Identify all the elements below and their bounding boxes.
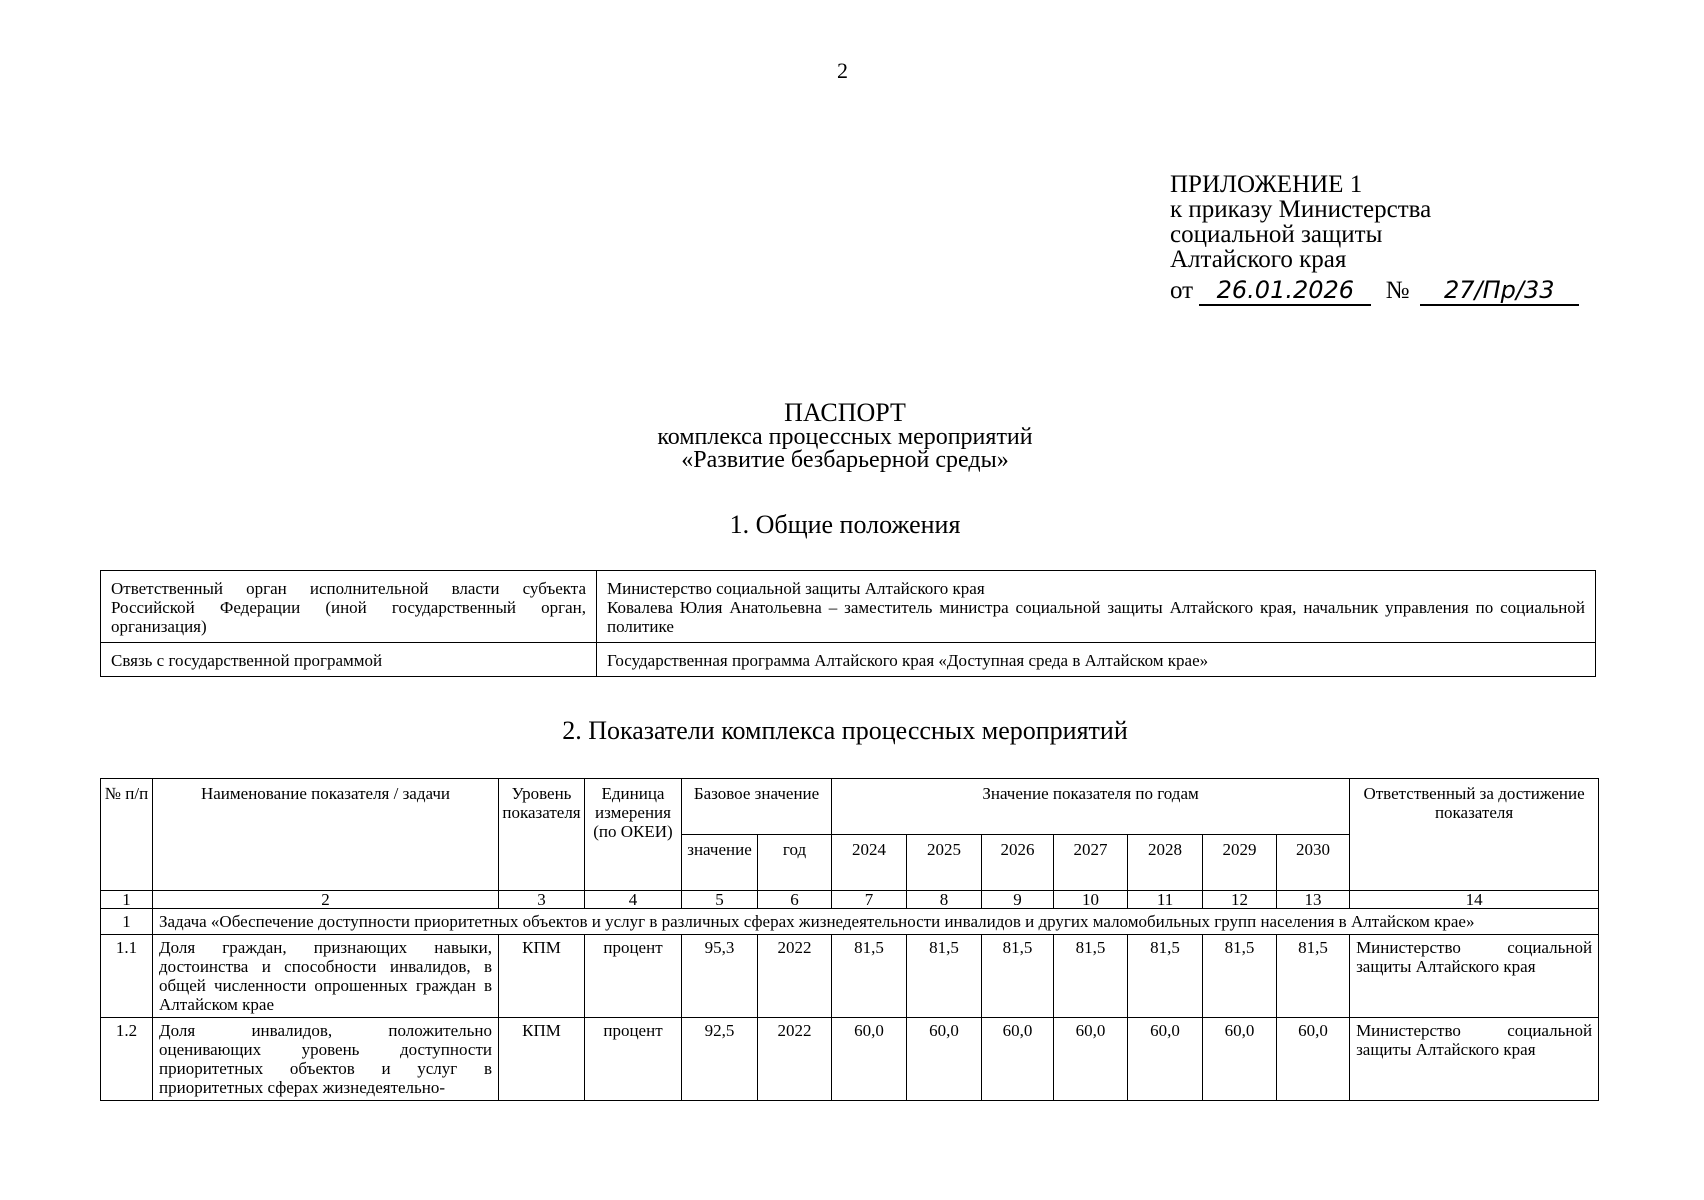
header-level: Уровень показателя [499, 779, 585, 891]
base-value: 95,3 [682, 935, 758, 1018]
value-2024: 81,5 [832, 935, 907, 1018]
indicator-name: Доля граждан, признающих навыки, достоинства и способности инвалидов, в общей численности опрошенных граждан в Алтайском крае [153, 935, 499, 1018]
curator-name: Ковалева Юлия Анатольевна – заместитель министра социальной защиты Алтайского края, начальник управления по социальной политике [607, 598, 1585, 636]
base-year: 2022 [758, 935, 832, 1018]
appendix-line-2: социальной защиты [1170, 221, 1383, 248]
column-number: 11 [1128, 891, 1203, 909]
responsible-body-value [597, 571, 1596, 643]
header-name: Наименование показателя / задачи [153, 779, 499, 891]
base-year: 2022 [758, 1018, 832, 1101]
value-2028: 60,0 [1128, 1018, 1203, 1101]
value-2030: 60,0 [1277, 1018, 1350, 1101]
table-row [101, 643, 1596, 677]
passport-subtitle-1: комплекса процессных мероприятий [657, 424, 1033, 450]
task-text: Задача «Обеспечение доступности приоритетных объектов и услуг в различных сферах жизнедеятельности инвалидов и других маломобильных групп населения в Алтайском крае» [153, 909, 1599, 935]
value-2027: 60,0 [1054, 1018, 1128, 1101]
base-value: 92,5 [682, 1018, 758, 1101]
column-number: 12 [1203, 891, 1277, 909]
responsible-party: Министерство социальной защиты Алтайского края [1350, 1018, 1599, 1101]
header-years-group: Значение показателя по годам [832, 779, 1350, 835]
header-year-2029: 2029 [1203, 835, 1277, 891]
row-num: 1.1 [101, 935, 153, 1018]
column-number: 6 [758, 891, 832, 909]
column-number: 5 [682, 891, 758, 909]
table-row [101, 1018, 1599, 1101]
header-responsible: Ответственный за достижение показателя [1350, 779, 1599, 891]
column-numbers-row [101, 891, 1599, 909]
indicator-unit: процент [585, 935, 682, 1018]
column-number: 9 [982, 891, 1054, 909]
value-2029: 81,5 [1203, 935, 1277, 1018]
passport-subtitle-2: «Развитие безбарьерной среды» [681, 447, 1009, 473]
header-year-2030: 2030 [1277, 835, 1350, 891]
header-year-2028: 2028 [1128, 835, 1203, 891]
appendix-line-3: Алтайского края [1170, 246, 1347, 273]
appendix-title: ПРИЛОЖЕНИЕ 1 [1170, 171, 1363, 198]
value-2024: 60,0 [832, 1018, 907, 1101]
column-number: 10 [1054, 891, 1128, 909]
from-label: от [1170, 277, 1194, 304]
order-line [1170, 276, 1579, 306]
page-number: 2 [837, 58, 848, 83]
value-2026: 81,5 [982, 935, 1054, 1018]
value-2025: 81,5 [907, 935, 982, 1018]
column-number: 13 [1277, 891, 1350, 909]
value-2026: 60,0 [982, 1018, 1054, 1101]
section-2-heading: 2. Показатели комплекса процессных мероприятий [562, 716, 1128, 745]
order-date: 26.01.2026 [1199, 276, 1371, 306]
number-sign: № [1385, 277, 1410, 304]
task-num: 1 [101, 909, 153, 935]
header-base-year: год [758, 835, 832, 891]
header-num: № п/п [101, 779, 153, 891]
indicator-unit: процент [585, 1018, 682, 1101]
header-year-2024: 2024 [832, 835, 907, 891]
ministry-name: Министерство социальной защиты Алтайского края [607, 579, 985, 598]
responsible-body-label: Ответственный орган исполнительной власти субъекта Российской Федерации (иной государственный орган, организация) [101, 571, 597, 643]
indicator-level: КПМ [499, 935, 585, 1018]
column-number: 14 [1350, 891, 1599, 909]
header-unit: Единица измерения (по ОКЕИ) [585, 779, 682, 891]
header-year-2027: 2027 [1054, 835, 1128, 891]
row-num: 1.2 [101, 1018, 153, 1101]
column-number: 2 [153, 891, 499, 909]
order-number: 27/Пр/33 [1420, 276, 1579, 306]
program-link-label: Связь с государственной программой [101, 643, 597, 677]
value-2029: 60,0 [1203, 1018, 1277, 1101]
passport-title: ПАСПОРТ [784, 398, 906, 427]
column-number: 8 [907, 891, 982, 909]
appendix-block [1170, 172, 1579, 306]
appendix-line-1: к приказу Министерства [1170, 196, 1432, 223]
column-number: 4 [585, 891, 682, 909]
program-link-value: Государственная программа Алтайского края «Доступная среда в Алтайском крае» [597, 643, 1596, 677]
column-number: 3 [499, 891, 585, 909]
header-year-2025: 2025 [907, 835, 982, 891]
task-row [101, 909, 1599, 935]
value-2030: 81,5 [1277, 935, 1350, 1018]
header-row [101, 779, 1599, 835]
value-2027: 81,5 [1054, 935, 1128, 1018]
responsible-party: Министерство социальной защиты Алтайского края [1350, 935, 1599, 1018]
general-provisions-table [100, 570, 1596, 677]
header-year-2026: 2026 [982, 835, 1054, 891]
header-base-value: значение [682, 835, 758, 891]
indicators-table [100, 778, 1599, 1101]
column-number: 1 [101, 891, 153, 909]
table-row [101, 571, 1596, 643]
indicator-level: КПМ [499, 1018, 585, 1101]
table-row [101, 935, 1599, 1018]
column-number: 7 [832, 891, 907, 909]
indicator-name: Доля инвалидов, положительно оценивающих уровень доступности приоритетных объектов и услуг в приоритетных сферах жизнедеятельно- [153, 1018, 499, 1101]
section-1-heading: 1. Общие положения [729, 510, 961, 539]
value-2025: 60,0 [907, 1018, 982, 1101]
header-base: Базовое значение [682, 779, 832, 835]
value-2028: 81,5 [1128, 935, 1203, 1018]
